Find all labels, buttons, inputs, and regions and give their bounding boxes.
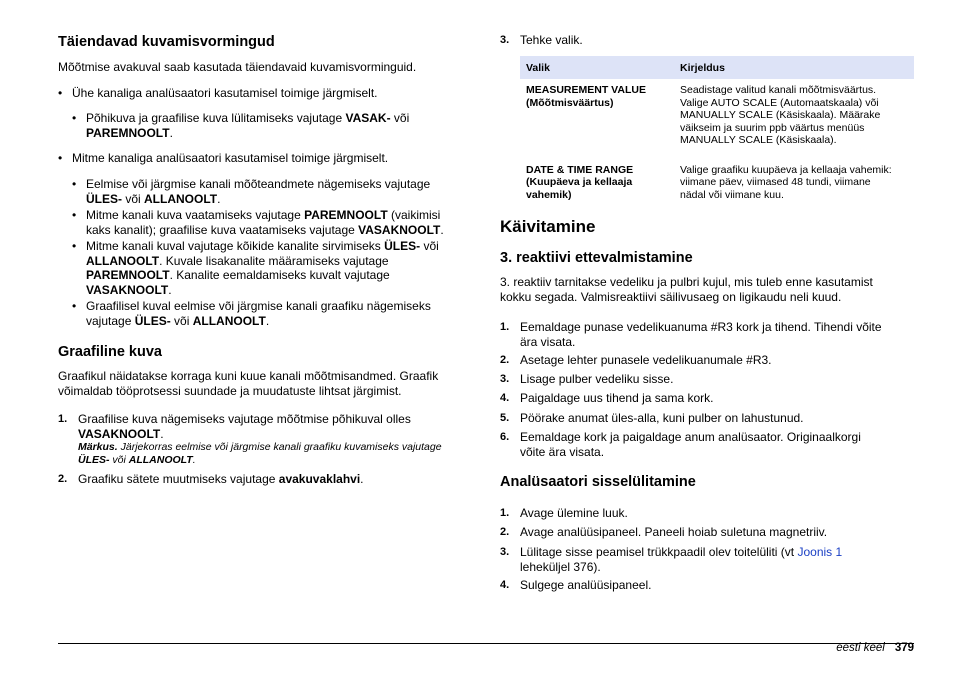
paragraph: Graafikul näidatakse korraga kuni kuue kanali mõõtmisandmed. Graafik võimaldab tööprotsessi suundade ja muudatuste lihtsat järgimist. (58, 369, 439, 398)
numbered-step: 1. Eemaldage punase vedelikuanuma #R3 kork ja tihend. Tihendi võite ära visata. (500, 320, 882, 349)
table-row (520, 79, 914, 159)
table-row (520, 159, 914, 214)
table-cell-option: MEASUREMENT VALUE (Mõõtmisväärtus) (526, 84, 646, 109)
numbered-step: 3. Lülitage sisse peamisel trükkpaadil olev toitelüliti (vt Joonis 1 leheküljel 376). (500, 545, 843, 574)
footer-divider (58, 643, 914, 644)
sub-bullet-item: • Graafilisel kuval eelmise või järgmise kanali graafiku nägemiseks vajutage ÜLES- või ALLANOOLT. (72, 299, 431, 328)
numbered-step: 3. Tehke valik. (500, 33, 583, 47)
page-number: 379 (894, 642, 914, 654)
section-heading: Analüsaatori sisselülitamine (500, 474, 696, 490)
table-cell-option: DATE & TIME RANGE (Kuupäeva ja kellaaja vahemik) (526, 163, 634, 201)
table-header-row (520, 56, 914, 79)
numbered-step: 3. Lisage pulber vedeliku sisse. (500, 372, 674, 386)
bullet-item: • Ühe kanaliga analüsaatori kasutamisel toimige järgmiselt. (58, 86, 378, 100)
section-heading: Graafiline kuva (58, 344, 162, 360)
page-footer (836, 642, 914, 654)
paragraph: Mõõtmise avakuval saab kasutada täiendavaid kuvamisvorminguid. (58, 60, 417, 74)
sub-bullet-item: • Mitme kanali kuval vajutage kõikide kanalite sirvimiseks ÜLES- või ALLANOOLT. Kuvale lisakanalite määramiseks vajutage PAREMNOOLT. Kanalite eemaldamiseks kuvalt vajutage VASAKNOOLT. (72, 239, 439, 297)
sub-bullet-item: • Eelmise või järgmise kanali mõõteandmete nägemiseks vajutage ÜLES- või ALLANOOLT. (72, 177, 431, 206)
numbered-step: 2. Avage analüüsipaneel. Paneeli hoiab suletuna magnetriiv. (500, 525, 828, 539)
paragraph: 3. reaktiiv tarnitakse vedeliku ja pulbri kujul, mis tuleb enne kasutamist kokku segada. Valmisreaktiivi säilivusaeg on ligikaudu neli kuud. (500, 275, 873, 304)
sub-bullet-item: • Mitme kanali kuva vaatamiseks vajutage PAREMNOOLT (vaikimisi kaks kanalit); graafilise kuva vaatamiseks vajutage VASAKNOOLT. (72, 208, 444, 237)
numbered-step: 6. Eemaldage kork ja paigaldage anum analüsaator. Originaalkorgi võite ära visata. (500, 430, 861, 459)
table-header-cell: Valik (520, 56, 674, 79)
section-heading: 3. reaktiivi ettevalmistamine (500, 250, 693, 266)
note: Märkus. Järjekorras eelmise või järgmise kanali graafiku kuvamiseks vajutage ÜLES- või ALLANOOLT. (78, 441, 442, 466)
figure-link[interactable]: Joonis 1 (797, 545, 843, 559)
table-cell-description: Valige graafiku kuupäeva ja kellaaja vahemik: viimane päev, viimased 48 tundi, viimane nädal või viimane kuu. (680, 163, 892, 201)
numbered-step: 2. Asetage lehter punasele vedelikuanumale #R3. (500, 353, 772, 367)
table-header-cell: Kirjeldus (674, 56, 914, 79)
section-heading: Täiendavad kuvamisvormingud (58, 34, 275, 50)
table-cell-description: Seadistage valitud kanali mõõtmisväärtus. Valige AUTO SCALE (Automaatskaala) või MANUALLY SCALE (Käsiskaala). Määrake väikseim ja suurim ppb väärtus menüüs MANUALLY SCALE (Käsiskaala). (680, 84, 881, 146)
numbered-step: 4. Paigaldage uus tihend ja sama kork. (500, 391, 714, 405)
numbered-step: 5. Pöörake anumat üles-alla, kuni pulber on lahustunud. (500, 411, 804, 425)
options-table (520, 56, 914, 213)
bullet-item: • Mitme kanaliga analüsaatori kasutamisel toimige järgmiselt. (58, 151, 389, 165)
numbered-step: 2. Graafiku sätete muutmiseks vajutage avakuvaklahvi. (58, 472, 364, 486)
numbered-step: 1. Avage ülemine luuk. (500, 506, 628, 520)
chapter-heading: Käivitamine (500, 217, 596, 236)
footer-language: eesti keel (836, 642, 885, 654)
sub-bullet-item: • Põhikuva ja graafilise kuva lülitamiseks vajutage VASAK- või PAREMNOOLT. (72, 111, 410, 140)
numbered-step: 1. Graafilise kuva nägemiseks vajutage mõõtmise põhikuval olles VASAKNOOLT. Märkus. Järjekorras eelmise või järgmise kanali graafiku kuvamiseks vajutage ÜLES- või ALLANOOLT. (78, 412, 473, 467)
numbered-step: 4. Sulgege analüüsipaneel. (500, 578, 652, 592)
